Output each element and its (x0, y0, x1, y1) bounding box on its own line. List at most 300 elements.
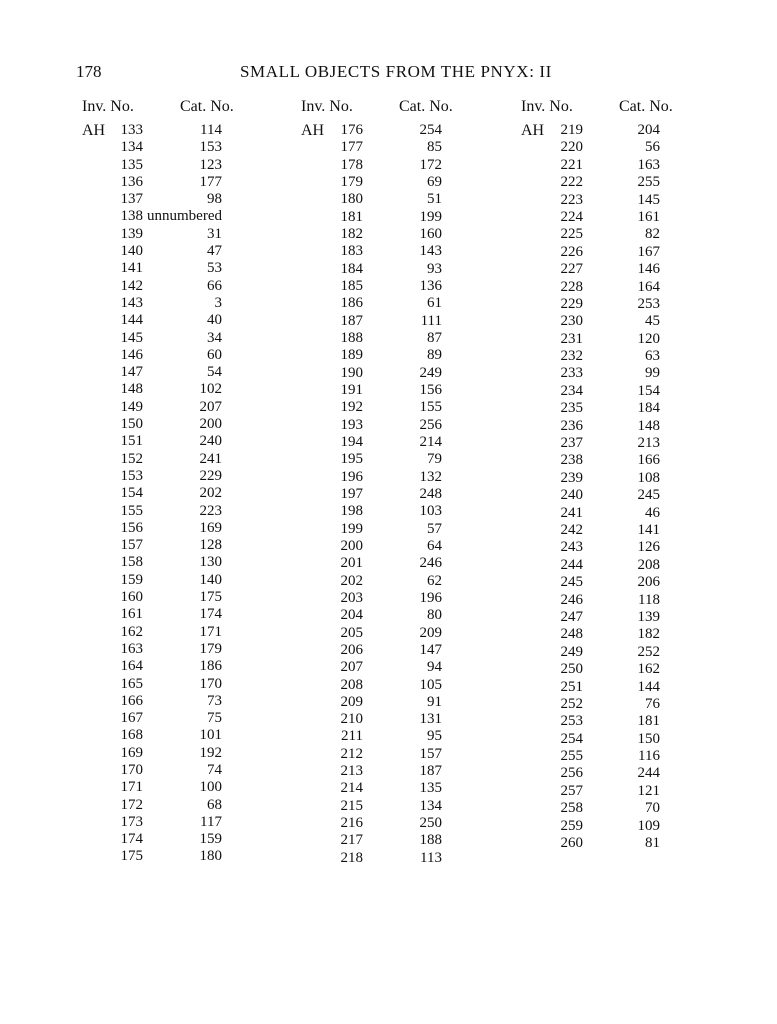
table-row (521, 644, 706, 661)
table-row (301, 330, 486, 347)
inv-number: 234 (560, 382, 583, 399)
cat-number: 91 (427, 693, 442, 710)
cat-number: 175 (199, 589, 222, 606)
cat-number: 208 (637, 556, 660, 573)
inv-number: 170 (120, 761, 143, 778)
cat-number: 45 (645, 313, 660, 330)
cat-number: 123 (199, 156, 222, 173)
table-row (82, 468, 267, 485)
inventory-prefix: AH (521, 122, 545, 139)
inv-number: 238 (560, 452, 583, 469)
inv-number: 144 (120, 312, 143, 329)
table-row (301, 815, 486, 832)
cat-number: 172 (419, 156, 442, 173)
cat-number: 155 (419, 399, 442, 416)
page-number: 178 (76, 62, 102, 81)
inv-no-header: Inv. No. (521, 98, 573, 115)
table-row (82, 503, 267, 520)
table-row (521, 505, 706, 522)
table-row (521, 765, 706, 782)
inv-number: 148 (120, 381, 143, 398)
cat-number: 56 (645, 139, 660, 156)
cat-number: 111 (420, 312, 442, 329)
inv-number: 179 (340, 173, 363, 190)
inv-number: 249 (560, 643, 583, 660)
inv-number: 185 (340, 277, 363, 294)
inv-number: 254 (560, 730, 583, 747)
cat-number: 79 (427, 451, 442, 468)
inv-number: 175 (120, 848, 143, 865)
table-row (82, 364, 267, 381)
table-row (521, 713, 706, 730)
cat-number: 229 (199, 467, 222, 484)
table-row (82, 208, 267, 225)
cat-number: 209 (419, 624, 442, 641)
inv-number: 176 (340, 122, 363, 138)
table-row (301, 555, 486, 572)
cat-number: 134 (419, 797, 442, 814)
cat-number: 34 (207, 329, 222, 346)
cat-number: 207 (199, 398, 222, 415)
table-row (301, 243, 486, 260)
inv-number: 245 (560, 574, 583, 591)
table-row (82, 433, 267, 450)
inv-number: 192 (340, 399, 363, 416)
table-row (301, 659, 486, 676)
cat-number: 120 (637, 330, 660, 347)
table-row (301, 209, 486, 226)
table-row (82, 330, 267, 347)
table-row (521, 348, 706, 365)
cat-number: 114 (200, 122, 222, 138)
inv-number: 199 (340, 520, 363, 537)
table-row (301, 157, 486, 174)
table-row (301, 677, 486, 694)
cat-no-header: Cat. No. (619, 98, 673, 115)
cat-number: 250 (419, 815, 442, 832)
table-row (521, 435, 706, 452)
cat-number: 82 (645, 226, 660, 243)
cat-number: 81 (645, 835, 660, 852)
running-head: SMALL OBJECTS FROM THE PNYX: II (240, 62, 552, 81)
inv-number: 154 (120, 485, 143, 502)
inv-number: 209 (340, 693, 363, 710)
table-row (521, 400, 706, 417)
table-row (82, 520, 267, 537)
cat-number: 249 (419, 364, 442, 381)
cat-number: 74 (207, 761, 222, 778)
cat-number: 184 (637, 400, 660, 417)
table-row (301, 538, 486, 555)
table-row (301, 728, 486, 745)
inventory-prefix: AH (82, 122, 106, 139)
table-row (82, 260, 267, 277)
inv-number: 196 (340, 468, 363, 485)
table-row (521, 800, 706, 817)
inv-number: 235 (560, 400, 583, 417)
inv-number: 200 (340, 537, 363, 554)
inv-number: 212 (340, 745, 363, 762)
cat-number: 223 (199, 502, 222, 519)
cat-number: 117 (200, 813, 222, 830)
cat-number: 153 (199, 139, 222, 156)
cat-number: 141 (637, 521, 660, 538)
cat-number: 154 (637, 382, 660, 399)
inv-number: 258 (560, 800, 583, 817)
inv-number: 136 (120, 173, 143, 190)
inv-number: 149 (120, 398, 143, 415)
cat-number: 140 (199, 571, 222, 588)
cat-number: 202 (199, 485, 222, 502)
table-row (82, 797, 267, 814)
cat-number: 47 (207, 243, 222, 260)
cat-number: 98 (207, 191, 222, 208)
table-row (521, 783, 706, 800)
inv-number: 165 (120, 675, 143, 692)
cat-number: 89 (427, 347, 442, 364)
table-row (301, 226, 486, 243)
table-row (521, 470, 706, 487)
inv-number: 220 (560, 139, 583, 156)
cat-number: 188 (419, 832, 442, 849)
cat-number: 93 (427, 260, 442, 277)
cat-number: 121 (637, 782, 660, 799)
table-row (521, 244, 706, 261)
table-row (82, 312, 267, 329)
inv-number: 155 (120, 502, 143, 519)
table-row (301, 694, 486, 711)
inv-number: 152 (120, 450, 143, 467)
cat-number: 182 (637, 626, 660, 643)
table-row (521, 626, 706, 643)
table-row (82, 157, 267, 174)
inv-number: 232 (560, 348, 583, 365)
table-row (301, 469, 486, 486)
inv-number: 191 (340, 381, 363, 398)
inv-number: 172 (120, 796, 143, 813)
cat-number: 102 (199, 381, 222, 398)
cat-number: 256 (419, 416, 442, 433)
cat-number: 255 (637, 174, 660, 191)
table-row (521, 279, 706, 296)
table-row (82, 347, 267, 364)
cat-number: 128 (199, 537, 222, 554)
inv-number: 205 (340, 624, 363, 641)
inv-number: 219 (560, 122, 583, 138)
cat-number: 130 (199, 554, 222, 571)
table-row (521, 557, 706, 574)
table-row (301, 780, 486, 797)
cat-number: 200 (199, 416, 222, 433)
inv-number: 213 (340, 763, 363, 780)
table-row (82, 745, 267, 762)
inv-number: 223 (560, 191, 583, 208)
inv-number: 197 (340, 485, 363, 502)
table-row (82, 554, 267, 571)
cat-number: 213 (637, 435, 660, 452)
table-row (82, 572, 267, 589)
inv-number: 255 (560, 748, 583, 765)
cat-number: 94 (427, 659, 442, 676)
inv-number: 237 (560, 435, 583, 452)
table-row (82, 589, 267, 606)
table-row (301, 521, 486, 538)
cat-number: 192 (199, 744, 222, 761)
inv-number: 171 (120, 779, 143, 796)
inv-number: 194 (340, 433, 363, 450)
table-row (301, 191, 486, 208)
cat-number: 3 (214, 294, 222, 311)
cat-number: 214 (419, 433, 442, 450)
inv-number: 173 (120, 813, 143, 830)
cat-number: 69 (427, 173, 442, 190)
inv-number: 190 (340, 364, 363, 381)
inv-number: 146 (120, 346, 143, 363)
table-row (82, 174, 267, 191)
table-row (82, 814, 267, 831)
cat-number: 177 (199, 173, 222, 190)
inv-number: 260 (560, 835, 583, 852)
table-row (521, 365, 706, 382)
inv-number: 158 (120, 554, 143, 571)
cat-number: 159 (199, 831, 222, 848)
inv-number: 145 (120, 329, 143, 346)
column-header (301, 98, 486, 122)
table-row (521, 731, 706, 748)
table-row (521, 383, 706, 400)
inv-number: 147 (120, 364, 143, 381)
table-row (301, 607, 486, 624)
cat-number: 60 (207, 346, 222, 363)
cat-number: 108 (637, 469, 660, 486)
inv-number: 174 (120, 831, 143, 848)
table-row (82, 727, 267, 744)
inv-number: 143 (120, 294, 143, 311)
table-row (82, 676, 267, 693)
inv-number: 215 (340, 797, 363, 814)
cat-number: 76 (645, 695, 660, 712)
inv-number: 230 (560, 313, 583, 330)
table-row (521, 139, 706, 156)
cat-number: 164 (637, 278, 660, 295)
inv-number: 229 (560, 295, 583, 312)
inv-number: 178 (340, 156, 363, 173)
inv-number: 241 (560, 504, 583, 521)
row-list (301, 122, 486, 867)
table-row (301, 139, 486, 156)
cat-number: 199 (419, 208, 442, 225)
cat-number: 31 (207, 225, 222, 242)
inv-number: 189 (340, 347, 363, 364)
table-row (521, 418, 706, 435)
cat-number: 163 (637, 156, 660, 173)
cat-number: 180 (199, 848, 222, 865)
inv-number: 236 (560, 417, 583, 434)
table-row (301, 347, 486, 364)
table-row (301, 313, 486, 330)
table-row (521, 452, 706, 469)
cat-number: 167 (637, 243, 660, 260)
table-row (521, 539, 706, 556)
inv-number: 157 (120, 537, 143, 554)
cat-number: 109 (637, 817, 660, 834)
table-row (301, 832, 486, 849)
table-row (521, 122, 706, 139)
table-row (301, 503, 486, 520)
cat-number: 73 (207, 692, 222, 709)
cat-number: 181 (637, 713, 660, 730)
inv-number: 246 (560, 591, 583, 608)
table-row (301, 798, 486, 815)
cat-number: 179 (199, 640, 222, 657)
inv-number: 218 (340, 849, 363, 866)
inv-number: 159 (120, 571, 143, 588)
cat-number: 54 (207, 364, 222, 381)
cat-number: 95 (427, 728, 442, 745)
inv-number: 202 (340, 572, 363, 589)
inv-number: 135 (120, 156, 143, 173)
cat-number: 132 (419, 468, 442, 485)
table-row (521, 835, 706, 852)
inv-number: 180 (340, 191, 363, 208)
table-row (82, 485, 267, 502)
table-row (82, 693, 267, 710)
table-row (301, 486, 486, 503)
table-row (82, 451, 267, 468)
table-row (82, 658, 267, 675)
inv-number: 216 (340, 815, 363, 832)
cat-number: 145 (637, 191, 660, 208)
cat-number: 170 (199, 675, 222, 692)
concordance-column (82, 98, 267, 866)
table-row (301, 850, 486, 867)
cat-number: 244 (637, 765, 660, 782)
inv-number: 208 (340, 676, 363, 693)
table-row (82, 710, 267, 727)
inv-number: 252 (560, 695, 583, 712)
cat-number: 99 (645, 365, 660, 382)
column-header (521, 98, 706, 122)
cat-number: 162 (637, 661, 660, 678)
inv-number: 156 (120, 519, 143, 536)
cat-number: 204 (637, 122, 660, 138)
table-row (301, 399, 486, 416)
table-row (521, 574, 706, 591)
cat-number: 113 (420, 849, 442, 866)
inv-number: 259 (560, 817, 583, 834)
cat-number: 131 (419, 711, 442, 728)
inv-number: 198 (340, 503, 363, 520)
inv-number: 222 (560, 174, 583, 191)
table-row (301, 261, 486, 278)
table-row (301, 573, 486, 590)
inv-number: 247 (560, 608, 583, 625)
inv-number: 206 (340, 641, 363, 658)
table-row (521, 174, 706, 191)
inv-number: 183 (340, 243, 363, 260)
cat-number: 187 (419, 763, 442, 780)
table-row (301, 763, 486, 780)
cat-number: 101 (199, 727, 222, 744)
table-row (82, 416, 267, 433)
cat-number: unnumbered (147, 208, 222, 225)
cat-number: 161 (637, 208, 660, 225)
cat-number: 116 (638, 748, 660, 765)
inv-number: 225 (560, 226, 583, 243)
cat-number: 157 (419, 745, 442, 762)
inv-number: 140 (120, 243, 143, 260)
table-row (82, 243, 267, 260)
cat-number: 253 (637, 295, 660, 312)
table-row (301, 122, 486, 139)
inv-number: 231 (560, 330, 583, 347)
table-row (301, 365, 486, 382)
inv-number: 248 (560, 626, 583, 643)
inv-number: 186 (340, 295, 363, 312)
inv-number: 256 (560, 765, 583, 782)
table-row (82, 606, 267, 623)
table-row (82, 641, 267, 658)
inv-number: 134 (120, 139, 143, 156)
inv-number: 167 (120, 710, 143, 727)
inv-number: 207 (340, 659, 363, 676)
inv-number: 169 (120, 744, 143, 761)
cat-no-header: Cat. No. (399, 98, 453, 115)
inv-number: 204 (340, 607, 363, 624)
inv-number: 160 (120, 589, 143, 606)
inv-number: 250 (560, 661, 583, 678)
table-row (521, 679, 706, 696)
inv-number: 181 (340, 208, 363, 225)
column-header (82, 98, 267, 122)
table-row (82, 779, 267, 796)
inv-number: 257 (560, 782, 583, 799)
table-row (521, 661, 706, 678)
table-row (82, 762, 267, 779)
table-row (301, 711, 486, 728)
cat-number: 166 (637, 452, 660, 469)
cat-number: 252 (637, 643, 660, 660)
inv-number: 251 (560, 678, 583, 695)
inv-number: 139 (120, 225, 143, 242)
cat-number: 146 (637, 261, 660, 278)
table-row (521, 157, 706, 174)
inv-no-header: Inv. No. (301, 98, 353, 115)
cat-number: 245 (637, 487, 660, 504)
inv-number: 193 (340, 416, 363, 433)
cat-number: 75 (207, 710, 222, 727)
cat-number: 135 (419, 780, 442, 797)
inv-number: 137 (120, 191, 143, 208)
inv-number: 239 (560, 469, 583, 486)
row-list (82, 122, 267, 866)
inv-number: 162 (120, 623, 143, 640)
inv-number: 244 (560, 556, 583, 573)
inv-number: 217 (340, 832, 363, 849)
cat-number: 150 (637, 730, 660, 747)
table-row (521, 296, 706, 313)
cat-number: 169 (199, 519, 222, 536)
cat-number: 57 (427, 520, 442, 537)
table-row (82, 624, 267, 641)
table-row (82, 191, 267, 208)
cat-number: 248 (419, 485, 442, 502)
inv-number: 150 (120, 416, 143, 433)
cat-number: 206 (637, 574, 660, 591)
cat-number: 186 (199, 658, 222, 675)
cat-number: 160 (419, 225, 442, 242)
inv-number: 228 (560, 278, 583, 295)
